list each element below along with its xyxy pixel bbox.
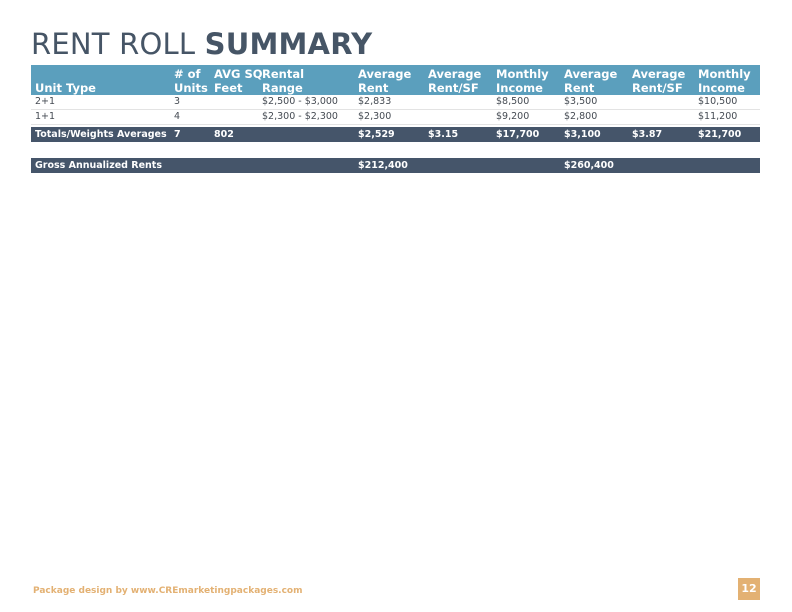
cell-average-rent-sf-1: $3.15 (428, 129, 459, 140)
header-line-1: Average (428, 67, 482, 81)
cell-unit-type: 1+1 (35, 111, 56, 122)
cell-rental-range: $2,500 - $3,000 (262, 96, 338, 107)
cell-average-rent-1: $212,400 (358, 160, 408, 171)
header-line-2: Range (262, 81, 303, 95)
cell-unit-type: 2+1 (35, 96, 56, 107)
header-line-2: Rent (564, 81, 595, 95)
header-avg-sq-feet (214, 67, 263, 95)
header-line-2: Income (496, 81, 543, 95)
header-monthly-income-2 (698, 67, 751, 95)
header-units (174, 67, 208, 95)
header-line-2: Feet (214, 81, 243, 95)
cell-average-rent-2: $3,100 (564, 129, 601, 140)
header-line-1: AVG SQ (214, 67, 263, 81)
header-rental-range (262, 67, 304, 95)
header-line-2: Income (698, 81, 745, 95)
cell-unit-type: Gross Annualized Rents (35, 160, 162, 171)
cell-units: 7 (174, 129, 181, 140)
table-header (31, 65, 760, 95)
header-line-1: Average (564, 67, 618, 81)
footer-credit: Package design by www.CREmarketingpackages.com (33, 586, 303, 596)
totals-row (31, 127, 760, 142)
cell-average-rent-1: $2,529 (358, 129, 395, 140)
cell-average-rent-1: $2,300 (358, 111, 392, 122)
table-row (31, 95, 760, 110)
header-line-1: Average (358, 67, 412, 81)
title-light: RENT ROLL (31, 27, 205, 61)
cell-units: 4 (174, 111, 181, 122)
header-line-2: Units (174, 81, 208, 95)
cell-monthly-income-1: $17,700 (496, 129, 540, 140)
cell-units: 3 (174, 96, 181, 107)
header-average-rent-sf-2 (632, 67, 685, 95)
gross-annualized-row (31, 158, 760, 173)
header-average-rent-1 (358, 67, 411, 95)
table-row (31, 110, 760, 125)
header-line-1: Monthly (496, 67, 549, 81)
page-number: 12 (738, 578, 760, 600)
cell-avg-sq-feet: 802 (214, 129, 234, 140)
cell-monthly-income-2: $21,700 (698, 129, 742, 140)
cell-unit-type: Totals/Weights Averages (35, 129, 167, 140)
header-average-rent-sf-1 (428, 67, 481, 95)
header-line-1: Average (632, 67, 686, 81)
page-title (31, 26, 372, 62)
header-average-rent-2 (564, 67, 617, 95)
cell-average-rent-sf-2: $3.87 (632, 129, 663, 140)
cell-average-rent-1: $2,833 (358, 96, 392, 107)
rent-roll-table (31, 65, 760, 173)
cell-rental-range: $2,300 - $2,300 (262, 111, 338, 122)
cell-monthly-income-1: $8,500 (496, 96, 530, 107)
cell-monthly-income-2: $10,500 (698, 96, 738, 107)
header-line-1: Monthly (698, 67, 751, 81)
cell-average-rent-2: $3,500 (564, 96, 598, 107)
header-line-2: Rent/SF (632, 81, 683, 95)
header-line-1: Rental (262, 67, 305, 81)
header-line-1 (35, 67, 96, 81)
table-body (31, 95, 760, 125)
header-unit-type (35, 67, 96, 95)
header-monthly-income-1 (496, 67, 549, 95)
header-line-2: Rent/SF (428, 81, 479, 95)
header-line-1: # of (174, 67, 201, 81)
cell-average-rent-2: $260,400 (564, 160, 614, 171)
cell-average-rent-2: $2,800 (564, 111, 598, 122)
title-bold: SUMMARY (204, 27, 373, 61)
header-line-2: Unit Type (35, 81, 96, 95)
header-line-2: Rent (358, 81, 389, 95)
cell-monthly-income-1: $9,200 (496, 111, 530, 122)
cell-monthly-income-2: $11,200 (698, 111, 738, 122)
